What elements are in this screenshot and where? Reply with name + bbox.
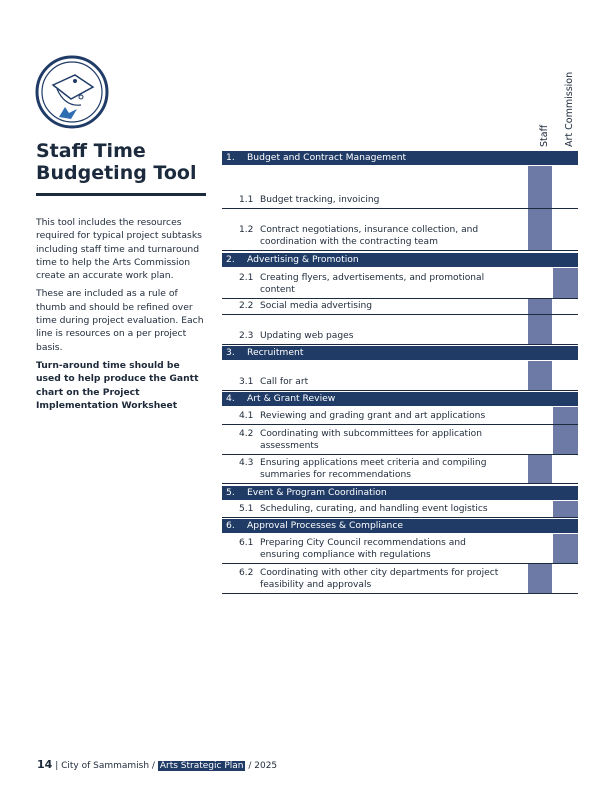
task-text	[239, 458, 529, 481]
task-label: Creating flyers, advertisements, and promotional	[260, 273, 485, 283]
task-label-continued: coordination with the contracting team	[260, 236, 438, 247]
task-row	[222, 407, 578, 425]
section-number: 6.	[226, 520, 235, 531]
task-text	[239, 195, 529, 207]
task-label-continued: ensuring compliance with regulations	[260, 549, 431, 560]
task-label: Coordinating with other city departments for project	[260, 568, 499, 578]
footer-org: City of Sammamish /	[61, 761, 155, 771]
guidance-paragraph: These are included as a rule of thumb and should be refined over time during project evaluation. Each line is resources on a per project basis.	[36, 288, 204, 353]
section-label: Budget and Contract Management	[247, 152, 407, 163]
task-text	[239, 331, 529, 343]
section-number: 5.	[226, 487, 235, 498]
task-label: Contract negotiations, insurance collection, and	[260, 225, 479, 235]
section-header	[222, 392, 578, 406]
intro-paragraph: This tool includes the resources required for typical project subtasks including staff time and turnaround time to help the Arts Commission create an accurate work plan.	[36, 217, 202, 282]
section-label: Approval Processes & Compliance	[247, 520, 404, 531]
staff-cell	[528, 455, 552, 483]
commission-column-header: Art Commission	[564, 71, 575, 147]
task-text	[239, 301, 529, 313]
page-footer	[37, 758, 277, 771]
task-text	[239, 429, 529, 452]
commission-cell	[553, 268, 578, 298]
task-row	[222, 425, 578, 455]
task-row	[222, 209, 578, 251]
task-row	[222, 361, 578, 391]
task-number: 6.1	[239, 538, 254, 548]
task-number: 2.1	[239, 273, 254, 283]
title-line-1: Staff Time	[36, 140, 146, 162]
task-label-continued: summaries for recommendations	[260, 469, 411, 480]
commission-cell	[553, 455, 578, 483]
section-label: Event & Program Coordination	[247, 487, 387, 498]
commission-cell	[553, 315, 578, 344]
task-text	[239, 377, 529, 389]
title-divider	[36, 193, 206, 196]
staff-cell	[528, 315, 552, 344]
staff-cell	[528, 564, 552, 593]
task-number: 4.2	[239, 429, 254, 439]
staff-cell	[528, 361, 552, 390]
section-number: 1.	[226, 152, 235, 163]
footer-year: / 2025	[248, 761, 278, 771]
task-row	[222, 166, 578, 209]
commission-cell	[553, 564, 578, 593]
task-text	[239, 225, 529, 248]
arts-logo-icon	[35, 55, 109, 129]
task-label: Coordinating with subcommittees for application	[260, 429, 482, 439]
task-number: 6.2	[239, 568, 254, 578]
staff-cell	[528, 425, 552, 454]
task-row	[222, 564, 578, 594]
task-text	[239, 411, 529, 423]
section-header	[222, 253, 578, 267]
task-text	[239, 568, 529, 591]
task-label: Budget tracking, invoicing	[260, 194, 380, 205]
task-number: 3.1	[239, 376, 254, 387]
section-number: 3.	[226, 347, 235, 358]
task-row	[222, 501, 578, 518]
title-line-2: Budgeting Tool	[36, 162, 197, 184]
task-label: Ensuring applications meet criteria and compiling	[260, 458, 487, 468]
staff-column-header: Staff	[539, 124, 550, 147]
section-header	[222, 486, 578, 500]
task-row	[222, 268, 578, 299]
section-number: 4.	[226, 393, 235, 404]
commission-cell	[553, 166, 578, 208]
section-label: Advertising & Promotion	[247, 254, 359, 265]
task-label: Call for art	[260, 376, 309, 387]
page-number: 14	[37, 758, 53, 771]
section-header	[222, 151, 578, 165]
staff-cell	[528, 534, 552, 563]
task-number: 1.1	[239, 194, 254, 205]
task-row	[222, 534, 578, 564]
task-row	[222, 455, 578, 484]
task-number: 1.2	[239, 225, 254, 235]
intro-column	[36, 140, 206, 417]
section-label: Art & Grant Review	[247, 393, 336, 404]
commission-cell	[553, 361, 578, 390]
staff-cell	[528, 299, 552, 314]
task-row	[222, 299, 578, 315]
task-number: 2.3	[239, 330, 254, 341]
staff-cell	[528, 268, 552, 298]
task-row	[222, 315, 578, 345]
task-label: Social media advertising	[260, 300, 373, 311]
task-label: Preparing City Council recommendations and	[260, 538, 466, 548]
task-text	[239, 504, 529, 516]
section-header	[222, 519, 578, 533]
task-text	[239, 273, 529, 296]
task-label-continued: content	[260, 284, 295, 295]
commission-cell	[553, 501, 578, 517]
footer-separator: |	[55, 761, 62, 771]
task-number: 4.3	[239, 458, 254, 468]
task-number: 2.2	[239, 300, 254, 311]
staff-cell	[528, 501, 552, 517]
commission-cell	[553, 299, 578, 314]
footer-doc-title: Arts Strategic Plan	[159, 761, 244, 771]
task-label-continued: feasibility and approvals	[260, 579, 372, 590]
task-label: Updating web pages	[260, 330, 354, 341]
staff-cell	[528, 209, 552, 250]
commission-cell	[553, 407, 578, 424]
task-label-continued: assessments	[260, 440, 319, 451]
commission-cell	[553, 534, 578, 563]
page-title	[36, 140, 206, 184]
task-text	[239, 538, 529, 561]
staff-cell	[528, 166, 552, 208]
task-number: 4.1	[239, 410, 254, 421]
task-label: Scheduling, curating, and handling event logistics	[260, 503, 488, 514]
task-label: Reviewing and grading grant and art applications	[260, 410, 486, 421]
staff-cell	[528, 407, 552, 424]
commission-cell	[553, 209, 578, 250]
section-label: Recruitment	[247, 347, 304, 358]
task-number: 5.1	[239, 503, 254, 514]
section-header	[222, 346, 578, 360]
gantt-note: Turn-around time should be used to help produce the Gantt chart on the Project Implementation Worksheet	[36, 359, 199, 411]
commission-cell	[553, 425, 578, 454]
section-number: 2.	[226, 254, 235, 265]
